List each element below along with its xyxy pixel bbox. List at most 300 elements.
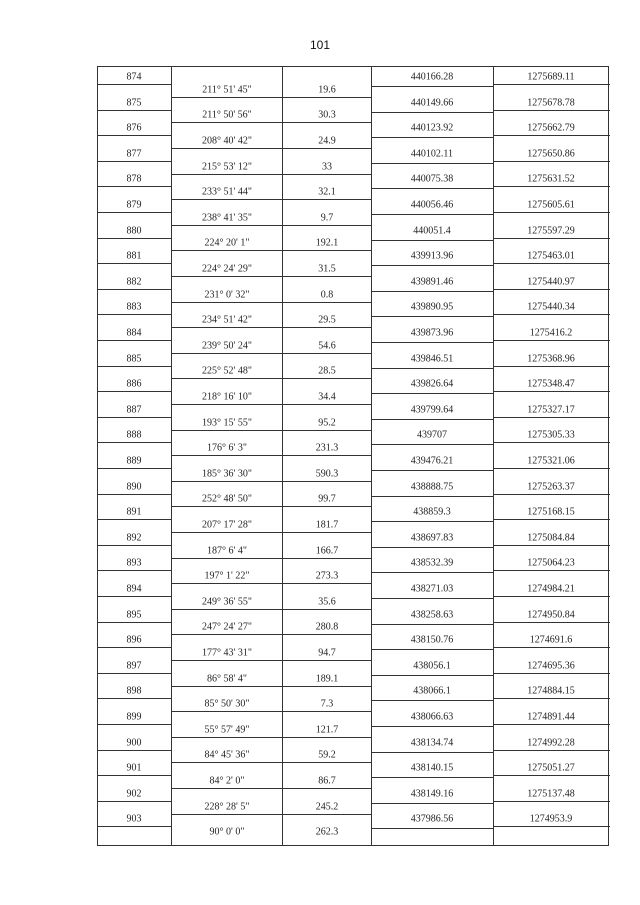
row-divider — [282, 481, 371, 482]
segment-length: 280.8 — [315, 621, 339, 633]
row-divider — [371, 547, 493, 548]
row-divider — [371, 803, 493, 804]
coordinate-x: 438056.1 — [413, 660, 451, 672]
row-divider — [98, 622, 171, 623]
row-divider — [282, 174, 371, 175]
segment-length: 24.9 — [318, 135, 336, 147]
row-divider — [171, 199, 282, 200]
row-divider — [171, 430, 282, 431]
row-divider — [98, 340, 171, 341]
coordinate-y: 1274695.36 — [527, 660, 575, 672]
row-divider — [171, 378, 282, 379]
direction-angle: 228° 28' 5" — [204, 801, 250, 813]
row-divider — [171, 225, 282, 226]
row-divider — [98, 366, 171, 367]
row-divider — [371, 624, 493, 625]
point-number: 891 — [126, 506, 142, 518]
row-divider — [282, 225, 371, 226]
row-divider — [98, 417, 171, 418]
row-divider — [371, 316, 493, 317]
row-divider — [282, 122, 371, 123]
segment-length: 59.2 — [318, 749, 336, 761]
direction-angle: 177° 43' 31" — [202, 647, 252, 659]
direction-angle: 185° 36' 30" — [202, 468, 252, 480]
direction-angle: 86° 58' 4" — [207, 673, 247, 685]
point-number: 899 — [126, 711, 142, 723]
coordinate-y: 1275605.61 — [527, 199, 575, 211]
row-divider — [371, 828, 493, 829]
row-divider — [493, 596, 610, 597]
coordinate-y: 1274953.9 — [529, 813, 573, 825]
direction-angle: 187° 6' 4" — [207, 545, 247, 557]
row-divider — [493, 186, 610, 187]
row-divider — [98, 647, 171, 648]
row-divider — [493, 238, 610, 239]
page-number: 101 — [309, 38, 331, 52]
coordinate-y: 1275597.29 — [527, 225, 575, 237]
direction-angle: 176° 6' 3" — [207, 442, 247, 454]
coordinate-y: 1275263.37 — [527, 481, 575, 493]
point-number: 894 — [126, 583, 142, 595]
row-divider — [282, 276, 371, 277]
row-divider — [98, 238, 171, 239]
row-divider — [371, 726, 493, 727]
point-number: 880 — [126, 225, 142, 237]
coordinate-y: 1274950.84 — [527, 609, 575, 621]
row-divider — [171, 148, 282, 149]
coordinate-x: 439891.46 — [410, 276, 454, 288]
row-divider — [493, 135, 610, 136]
direction-angle: 234° 51' 42" — [202, 314, 252, 326]
row-divider — [282, 532, 371, 533]
coordinate-y: 1274691.6 — [529, 634, 573, 646]
coordinate-y: 1275327.17 — [527, 404, 575, 416]
point-number: 896 — [126, 634, 142, 646]
row-divider — [98, 468, 171, 469]
row-divider — [371, 291, 493, 292]
row-divider — [98, 135, 171, 136]
point-number: 902 — [126, 788, 142, 800]
segment-length: 0.8 — [320, 289, 334, 301]
coordinate-y: 1275689.11 — [527, 71, 575, 83]
row-divider — [98, 570, 171, 571]
coordinate-x: 438134.74 — [410, 737, 454, 749]
row-divider — [493, 468, 610, 469]
row-divider — [171, 122, 282, 123]
coordinates-table — [97, 66, 609, 846]
row-divider — [171, 583, 282, 584]
coordinate-y: 1275368.96 — [527, 353, 575, 365]
direction-angle: 55° 57' 49" — [204, 724, 250, 736]
row-divider — [371, 521, 493, 522]
direction-angle: 208° 40' 42" — [202, 135, 252, 147]
row-divider — [282, 302, 371, 303]
direction-angle: 84° 45' 36" — [204, 749, 250, 761]
coordinate-x: 438149.16 — [410, 788, 454, 800]
row-divider — [171, 174, 282, 175]
coordinate-x: 438532.39 — [410, 557, 454, 569]
row-divider — [371, 342, 493, 343]
segment-length: 9.7 — [320, 212, 334, 224]
point-number: 877 — [126, 148, 142, 160]
direction-angle: 207° 17' 28" — [202, 519, 252, 531]
coordinate-y: 1275348.47 — [527, 378, 575, 390]
direction-angle: 193° 15' 55" — [202, 417, 252, 429]
direction-angle: 85° 50' 30" — [204, 698, 250, 710]
row-divider — [493, 801, 610, 802]
coordinate-x: 440123.92 — [410, 122, 454, 134]
row-divider — [171, 711, 282, 712]
direction-angle: 252° 48' 50" — [202, 493, 252, 505]
row-divider — [282, 788, 371, 789]
segment-length: 35.6 — [318, 596, 336, 608]
point-number: 889 — [126, 455, 142, 467]
point-number: 898 — [126, 685, 142, 697]
row-divider — [171, 404, 282, 405]
row-divider — [98, 519, 171, 520]
row-divider — [282, 814, 371, 815]
row-divider — [493, 391, 610, 392]
coordinate-y: 1275463.01 — [527, 250, 575, 262]
row-divider — [98, 673, 171, 674]
segment-length: 30.3 — [318, 109, 336, 121]
row-divider — [493, 647, 610, 648]
segment-length: 33 — [322, 161, 332, 173]
row-divider — [282, 455, 371, 456]
row-divider — [493, 289, 610, 290]
segment-length: 29.5 — [318, 314, 336, 326]
coordinate-x: 438888.75 — [410, 481, 454, 493]
row-divider — [371, 752, 493, 753]
row-divider — [171, 481, 282, 482]
row-divider — [98, 775, 171, 776]
row-divider — [171, 660, 282, 661]
row-divider — [282, 737, 371, 738]
row-divider — [282, 506, 371, 507]
point-number: 878 — [126, 173, 142, 185]
direction-angle: 233° 51' 44" — [202, 186, 252, 198]
coordinate-x: 440051.4 — [413, 225, 451, 237]
coordinate-y: 1275137.48 — [527, 788, 575, 800]
direction-angle: 225° 52' 48" — [202, 365, 252, 377]
direction-angle: 224° 20' 1" — [204, 237, 250, 249]
point-number: 883 — [126, 301, 142, 313]
row-divider — [493, 417, 610, 418]
row-divider — [171, 506, 282, 507]
row-divider — [98, 494, 171, 495]
row-divider — [171, 634, 282, 635]
row-divider — [171, 532, 282, 533]
row-divider — [371, 265, 493, 266]
segment-length: 34.4 — [318, 391, 336, 403]
row-divider — [282, 430, 371, 431]
coordinate-x: 439799.64 — [410, 404, 454, 416]
coordinate-y: 1275678.78 — [527, 97, 575, 109]
row-divider — [282, 634, 371, 635]
row-divider — [493, 673, 610, 674]
coordinate-x: 440102.11 — [410, 148, 454, 160]
coordinate-x: 438859.3 — [413, 506, 451, 518]
point-number: 876 — [126, 122, 142, 134]
row-divider — [282, 583, 371, 584]
row-divider — [493, 698, 610, 699]
coordinate-x: 439873.96 — [410, 327, 454, 339]
direction-angle: 218° 16' 10" — [202, 391, 252, 403]
row-divider — [98, 801, 171, 802]
point-number: 887 — [126, 404, 142, 416]
coordinate-y: 1274984.21 — [527, 583, 575, 595]
row-divider — [493, 750, 610, 751]
coordinate-x: 439890.95 — [410, 301, 454, 313]
coordinate-y: 1275064.23 — [527, 557, 575, 569]
row-divider — [98, 596, 171, 597]
row-divider — [282, 558, 371, 559]
row-divider — [282, 199, 371, 200]
point-number: 903 — [126, 813, 142, 825]
point-number: 879 — [126, 199, 142, 211]
segment-length: 54.6 — [318, 340, 336, 352]
segment-length: 95.2 — [318, 417, 336, 429]
direction-angle: 247° 24' 27" — [202, 621, 252, 633]
row-divider — [493, 545, 610, 546]
coordinate-x: 439913.96 — [410, 250, 454, 262]
row-divider — [371, 163, 493, 164]
coordinate-y: 1274884.15 — [527, 685, 575, 697]
row-divider — [493, 826, 610, 827]
row-divider — [171, 814, 282, 815]
row-divider — [371, 700, 493, 701]
point-number: 900 — [126, 737, 142, 749]
row-divider — [371, 470, 493, 471]
coordinate-x: 438697.83 — [410, 532, 454, 544]
row-divider — [98, 750, 171, 751]
row-divider — [493, 622, 610, 623]
row-divider — [282, 378, 371, 379]
row-divider — [282, 762, 371, 763]
row-divider — [371, 649, 493, 650]
segment-length: 32.1 — [318, 186, 336, 198]
coordinate-y: 1275051.27 — [527, 762, 575, 774]
row-divider — [371, 214, 493, 215]
point-number: 888 — [126, 429, 142, 441]
row-divider — [371, 393, 493, 394]
coordinate-x: 440149.66 — [410, 97, 454, 109]
segment-length: 86.7 — [318, 775, 336, 787]
row-divider — [493, 110, 610, 111]
direction-angle: 211° 51' 45" — [202, 84, 252, 96]
coordinate-x: 440166.28 — [410, 71, 454, 83]
row-divider — [282, 686, 371, 687]
coordinate-y: 1275631.52 — [527, 173, 575, 185]
segment-length: 590.3 — [315, 468, 339, 480]
row-divider — [171, 686, 282, 687]
segment-length: 99.7 — [318, 493, 336, 505]
point-number: 886 — [126, 378, 142, 390]
row-divider — [171, 558, 282, 559]
row-divider — [493, 724, 610, 725]
row-divider — [371, 598, 493, 599]
row-divider — [282, 609, 371, 610]
row-divider — [493, 340, 610, 341]
coordinate-y: 1275168.15 — [527, 506, 575, 518]
row-divider — [371, 444, 493, 445]
segment-length: 121.7 — [315, 724, 339, 736]
direction-angle: 249° 36' 55" — [202, 596, 252, 608]
direction-angle: 197° 1' 22" — [204, 570, 250, 582]
row-divider — [171, 250, 282, 251]
row-divider — [371, 188, 493, 189]
coordinate-x: 438066.63 — [410, 711, 454, 723]
coordinate-x: 440056.46 — [410, 199, 454, 211]
point-number: 875 — [126, 97, 142, 109]
row-divider — [371, 112, 493, 113]
row-divider — [371, 86, 493, 87]
row-divider — [171, 353, 282, 354]
segment-length: 28.5 — [318, 365, 336, 377]
row-divider — [98, 186, 171, 187]
row-divider — [98, 545, 171, 546]
coordinate-x: 438258.63 — [410, 609, 454, 621]
row-divider — [98, 698, 171, 699]
row-divider — [98, 263, 171, 264]
coordinate-y: 1274891.44 — [527, 711, 575, 723]
row-divider — [371, 777, 493, 778]
direction-angle: 84° 2' 0" — [209, 775, 245, 787]
coordinate-y: 1275440.34 — [527, 301, 575, 313]
row-divider — [171, 609, 282, 610]
row-divider — [171, 97, 282, 98]
row-divider — [371, 240, 493, 241]
coordinate-x: 439707 — [417, 429, 447, 441]
row-divider — [493, 263, 610, 264]
direction-angle: 211° 50' 56" — [202, 109, 252, 121]
row-divider — [98, 391, 171, 392]
row-divider — [493, 570, 610, 571]
segment-length: 231.3 — [315, 442, 339, 454]
coordinate-x: 438150.76 — [410, 634, 454, 646]
point-number: 901 — [126, 762, 142, 774]
row-divider — [493, 366, 610, 367]
row-divider — [98, 84, 171, 85]
direction-angle: 239° 50' 24" — [202, 340, 252, 352]
coordinate-x: 439476.21 — [410, 455, 454, 467]
row-divider — [171, 276, 282, 277]
row-divider — [171, 762, 282, 763]
row-divider — [371, 675, 493, 676]
row-divider — [493, 494, 610, 495]
row-divider — [371, 419, 493, 420]
segment-length: 189.1 — [315, 673, 339, 685]
row-divider — [493, 775, 610, 776]
segment-length: 245.2 — [315, 801, 339, 813]
row-divider — [493, 519, 610, 520]
row-divider — [98, 161, 171, 162]
row-divider — [371, 368, 493, 369]
row-divider — [282, 148, 371, 149]
point-number: 897 — [126, 660, 142, 672]
coordinate-y: 1275650.86 — [527, 148, 575, 160]
segment-length: 7.3 — [320, 698, 334, 710]
row-divider — [493, 84, 610, 85]
point-number: 882 — [126, 276, 142, 288]
row-divider — [98, 724, 171, 725]
row-divider — [282, 353, 371, 354]
coordinate-y: 1275321.06 — [527, 455, 575, 467]
row-divider — [98, 826, 171, 827]
coordinate-x: 438066.1 — [413, 685, 451, 697]
coordinate-x: 438271.03 — [410, 583, 454, 595]
point-number: 884 — [126, 327, 142, 339]
row-divider — [282, 711, 371, 712]
direction-angle: 215° 53' 12" — [202, 161, 252, 173]
row-divider — [282, 97, 371, 98]
coordinate-y: 1275305.33 — [527, 429, 575, 441]
segment-length: 192.1 — [315, 237, 339, 249]
coordinate-y: 1275416.2 — [529, 327, 573, 339]
row-divider — [98, 314, 171, 315]
row-divider — [98, 442, 171, 443]
direction-angle: 224° 24' 29" — [202, 263, 252, 275]
segment-length: 181.7 — [315, 519, 339, 531]
segment-length: 19.6 — [318, 84, 336, 96]
coordinate-y: 1275662.79 — [527, 122, 575, 134]
segment-length: 31.5 — [318, 263, 336, 275]
row-divider — [171, 302, 282, 303]
point-number: 885 — [126, 353, 142, 365]
row-divider — [282, 327, 371, 328]
coordinate-y: 1274992.28 — [527, 737, 575, 749]
segment-length: 273.3 — [315, 570, 339, 582]
segment-length: 94.7 — [318, 647, 336, 659]
point-number: 881 — [126, 250, 142, 262]
coordinate-y: 1275084.84 — [527, 532, 575, 544]
row-divider — [493, 314, 610, 315]
row-divider — [171, 737, 282, 738]
direction-angle: 231° 0' 32" — [204, 289, 250, 301]
coordinate-x: 437986.56 — [410, 813, 454, 825]
row-divider — [171, 327, 282, 328]
row-divider — [282, 250, 371, 251]
point-number: 890 — [126, 481, 142, 493]
row-divider — [98, 110, 171, 111]
row-divider — [371, 137, 493, 138]
direction-angle: 90° 0' 0" — [209, 826, 245, 838]
coordinate-x: 439826.64 — [410, 378, 454, 390]
row-divider — [371, 496, 493, 497]
coordinate-x: 440075.38 — [410, 173, 454, 185]
coordinate-x: 438140.15 — [410, 762, 454, 774]
point-number: 874 — [126, 71, 142, 83]
row-divider — [493, 212, 610, 213]
segment-length: 166.7 — [315, 545, 339, 557]
row-divider — [371, 572, 493, 573]
row-divider — [98, 212, 171, 213]
point-number: 893 — [126, 557, 142, 569]
row-divider — [98, 289, 171, 290]
row-divider — [493, 161, 610, 162]
segment-length: 262.3 — [315, 826, 339, 838]
coordinate-x: 439846.51 — [410, 353, 454, 365]
row-divider — [171, 455, 282, 456]
row-divider — [171, 788, 282, 789]
point-number: 895 — [126, 609, 142, 621]
row-divider — [282, 660, 371, 661]
point-number: 892 — [126, 532, 142, 544]
direction-angle: 238° 41' 35" — [202, 212, 252, 224]
coordinate-y: 1275440.97 — [527, 276, 575, 288]
row-divider — [493, 442, 610, 443]
row-divider — [282, 404, 371, 405]
